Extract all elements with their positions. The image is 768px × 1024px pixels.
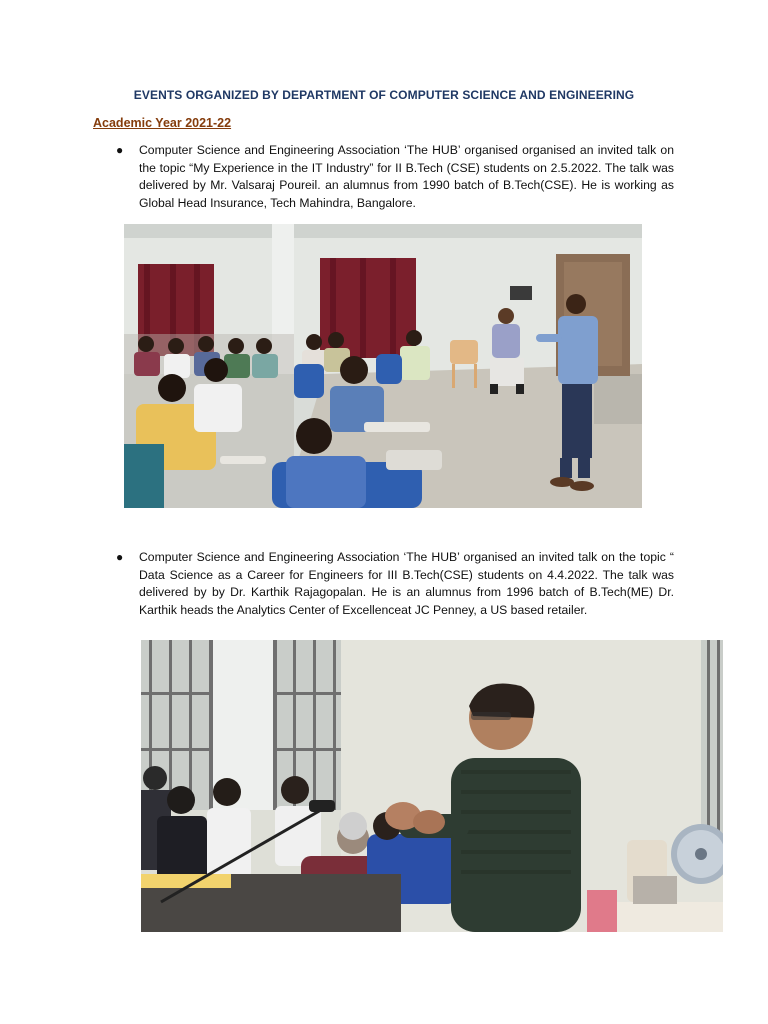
speaker-closeup-photo	[141, 640, 723, 932]
academic-year-heading: Academic Year 2021-22	[93, 116, 232, 130]
event-photo-2	[141, 640, 723, 932]
document-title: EVENTS ORGANIZED BY DEPARTMENT OF COMPUTER SCIENCE AND ENGINEERING	[133, 88, 635, 102]
event-description: Computer Science and Engineering Association ‘The HUB’ organised an invited talk on the topic “ Data Science as a Career for Engineers for III B.Tech(CSE) students on 4.4.2022. The talk was delivered by by Dr. Karthik Rajagopalan. He is an alumnus from 1996 batch of B.Tech(ME) Dr. Karthik heads the Analytics Center of Excellenceat JC Penney, a US based retailer.	[139, 550, 674, 617]
event-photo-1	[124, 224, 642, 508]
event-item-1	[116, 142, 674, 212]
bullet-icon: ●	[116, 143, 124, 157]
event-description: Computer Science and Engineering Association ‘The HUB’ organised organised an invited talk on the topic “My Experience in the IT Industry” for II B.Tech (CSE) students on 2.5.2022. The talk was delivered by Mr. Valsaraj Poureil. an alumnus from 1990 batch of B.Tech(CSE). He is working as Global Head Insurance, Tech Mahindra, Bangalore.	[139, 143, 674, 210]
bullet-icon: ●	[116, 550, 124, 564]
classroom-talk-photo	[124, 224, 642, 508]
event-item-2	[116, 549, 674, 619]
